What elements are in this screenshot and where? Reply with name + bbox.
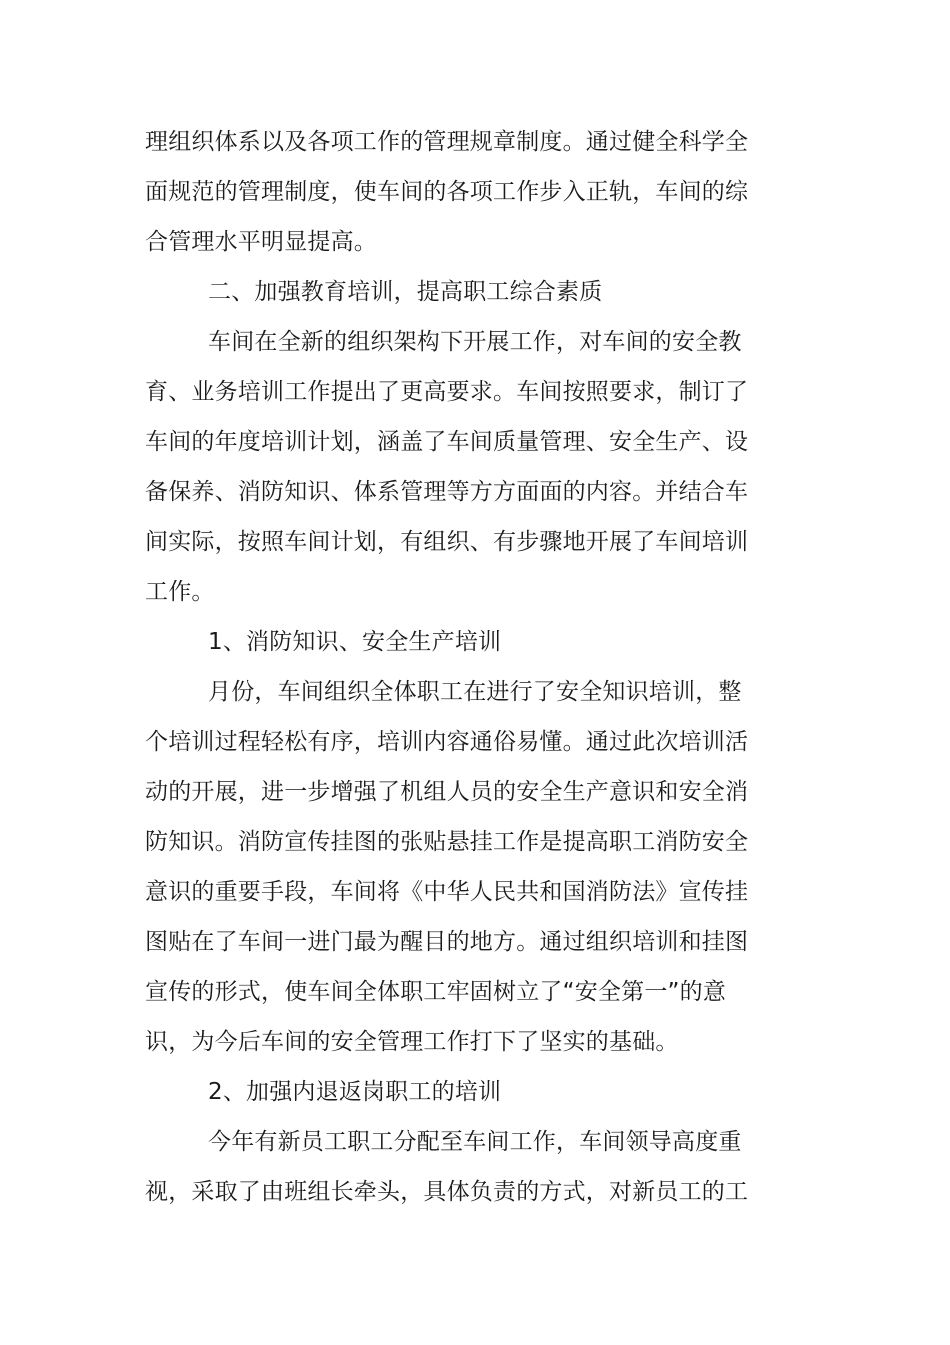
section-heading: 二、加强教育培训，提高职工综合素质 (208, 279, 603, 305)
body-text-line: 意识的重要手段，车间将《中华人民共和国消防法》宣传挂 (145, 879, 749, 905)
body-text-line: 工作。 (145, 579, 215, 605)
subsection-heading: 1、消防知识、安全生产培训 (208, 629, 502, 655)
paragraph-first-line: 月份，车间组织全体职工在进行了安全知识培训，整 (208, 679, 742, 705)
body-text-line: 图贴在了车间一进门最为醒目的地方。通过组织培训和挂图 (145, 929, 749, 955)
body-text-line: 间实际，按照车间计划，有组织、有步骤地开展了车间培训 (145, 529, 749, 555)
body-text-line: 面规范的管理制度，使车间的各项工作步入正轨，车间的综 (145, 179, 749, 205)
body-text-line: 防知识。消防宣传挂图的张贴悬挂工作是提高职工消防安全 (145, 829, 749, 855)
paragraph-first-line: 车间在全新的组织架构下开展工作，对车间的安全教 (208, 329, 742, 355)
paragraph-first-line: 今年有新员工职工分配至车间工作，车间领导高度重 (208, 1129, 742, 1155)
body-text-line: 备保养、消防知识、体系管理等方方面面的内容。并结合车 (145, 479, 749, 505)
body-text-line: 宣传的形式，使车间全体职工牢固树立了“安全第一”的意 (145, 979, 727, 1005)
body-text-line: 动的开展，进一步增强了机组人员的安全生产意识和安全消 (145, 779, 749, 805)
body-text-line: 个培训过程轻松有序，培训内容通俗易懂。通过此次培训活 (145, 729, 749, 755)
body-text-line: 理组织体系以及各项工作的管理规章制度。通过健全科学全 (145, 129, 749, 155)
subsection-heading: 2、加强内退返岗职工的培训 (208, 1079, 502, 1105)
body-text-line: 育、业务培训工作提出了更高要求。车间按照要求，制订了 (145, 379, 749, 405)
body-text-line: 合管理水平明显提高。 (145, 229, 377, 255)
body-text-line: 车间的年度培训计划，涵盖了车间质量管理、安全生产、设 (145, 429, 749, 455)
body-text-line: 视，采取了由班组长牵头，具体负责的方式，对新员工的工 (145, 1179, 749, 1205)
body-text-line: 识，为今后车间的安全管理工作打下了坚实的基础。 (145, 1029, 679, 1055)
